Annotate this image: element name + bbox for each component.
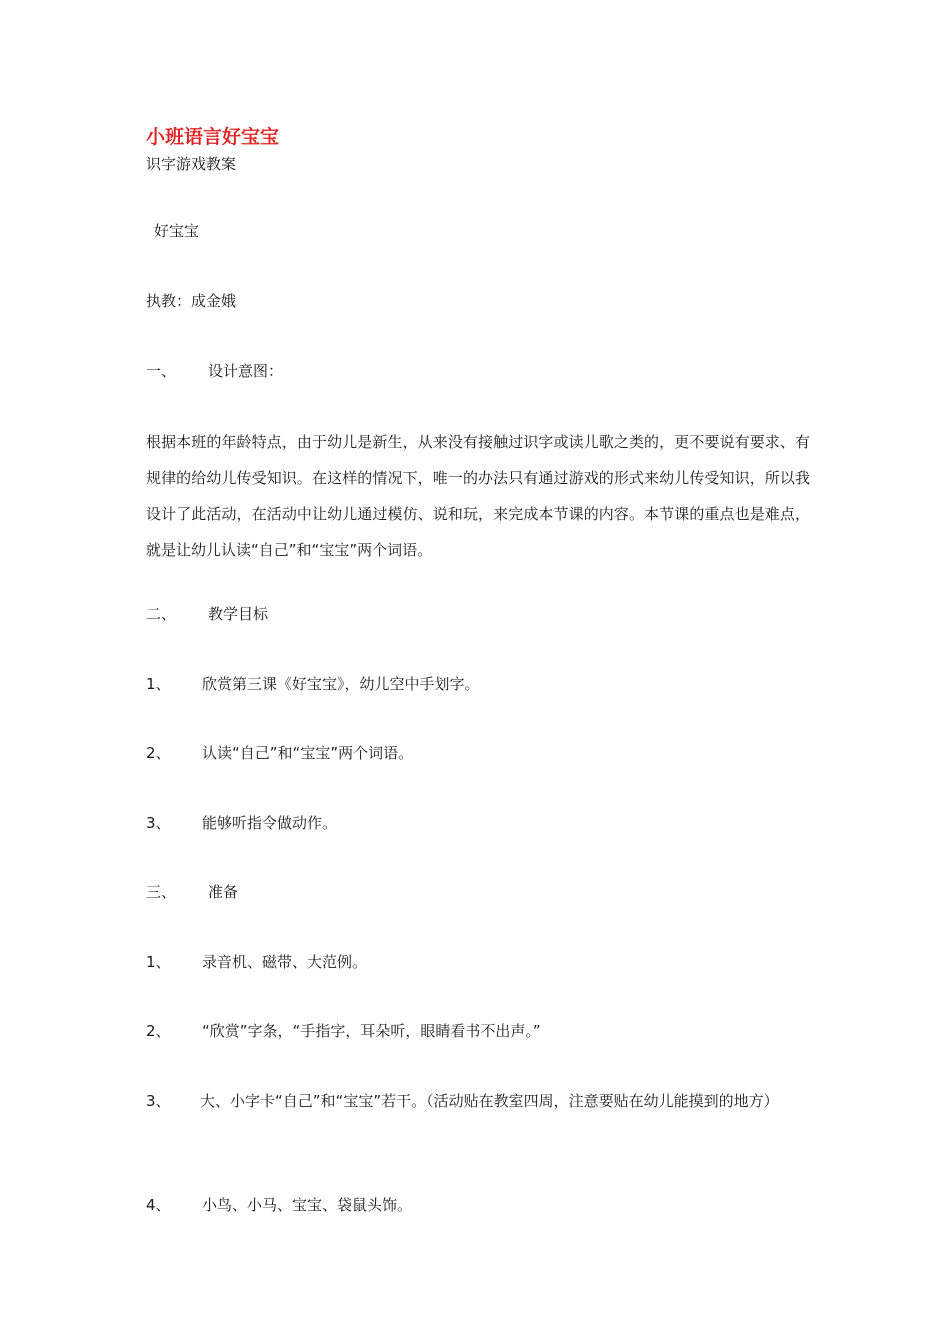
- item-text: 认读“自己”和“宝宝”两个词语。: [202, 744, 414, 762]
- item-number: 3、: [146, 1092, 171, 1110]
- section-number: 二、: [146, 605, 177, 623]
- section-number: 三、: [146, 883, 177, 901]
- item-text: 录音机、磁带、大范例。: [202, 953, 368, 971]
- item-number: 4、: [146, 1196, 171, 1214]
- list-item-goal-2: [146, 742, 413, 764]
- item-text: 能够听指令做动作。: [202, 814, 338, 832]
- item-number: 3、: [146, 814, 171, 832]
- section-title: 设计意图：: [208, 362, 284, 380]
- lesson-name: 好宝宝: [154, 222, 200, 240]
- list-item-prep-4: [146, 1194, 412, 1216]
- section-title: 教学目标: [208, 605, 269, 623]
- item-number: 2、: [146, 1022, 171, 1040]
- item-number: 2、: [146, 744, 171, 762]
- section-number: 一、: [146, 362, 177, 380]
- item-text: “欣赏”字条，“手指字，耳朵听，眼睛看书不出声。”: [202, 1022, 541, 1040]
- section-heading-intent: [146, 360, 283, 382]
- section-heading-goals: [146, 603, 268, 625]
- doc-subtitle: 识字游戏教案: [146, 155, 237, 173]
- doc-title: 小班语言好宝宝: [146, 126, 280, 148]
- list-item-prep-1: [146, 951, 367, 973]
- section-heading-prep: [146, 881, 238, 903]
- intent-paragraph: 根据本班的年龄特点，由于幼儿是新生，从来没有接触过识字或读儿歌之类的，更不要说有要求、有规律的给幼儿传受知识。在这样的情况下，唯一的办法只有通过游戏的形式来幼儿传受知识，所以我设计了此活动，在活动中让幼儿通过模仿、说和玩，来完成本节课的内容。本节课的重点也是难点，就是让幼儿认读“自己”和“宝宝”两个词语。: [146, 433, 810, 559]
- section-title: 准备: [208, 883, 239, 901]
- item-text: 欣赏第三课《好宝宝》，幼儿空中手划字。: [202, 675, 480, 693]
- list-item-goal-1: [146, 673, 480, 695]
- list-item-prep-3: [146, 1083, 810, 1119]
- list-item-prep-2: [146, 1020, 541, 1042]
- teacher-line: 执教：成金娥: [146, 292, 237, 310]
- item-text: 小鸟、小马、宝宝、袋鼠头饰。: [202, 1196, 413, 1214]
- item-number: 1、: [146, 953, 171, 971]
- item-text: 大、小字卡“自己”和“宝宝”若干。（活动贴在教室四周，注意要贴在幼儿能摸到的地方）: [200, 1092, 779, 1110]
- list-item-goal-3: [146, 812, 337, 834]
- item-number: 1、: [146, 675, 171, 693]
